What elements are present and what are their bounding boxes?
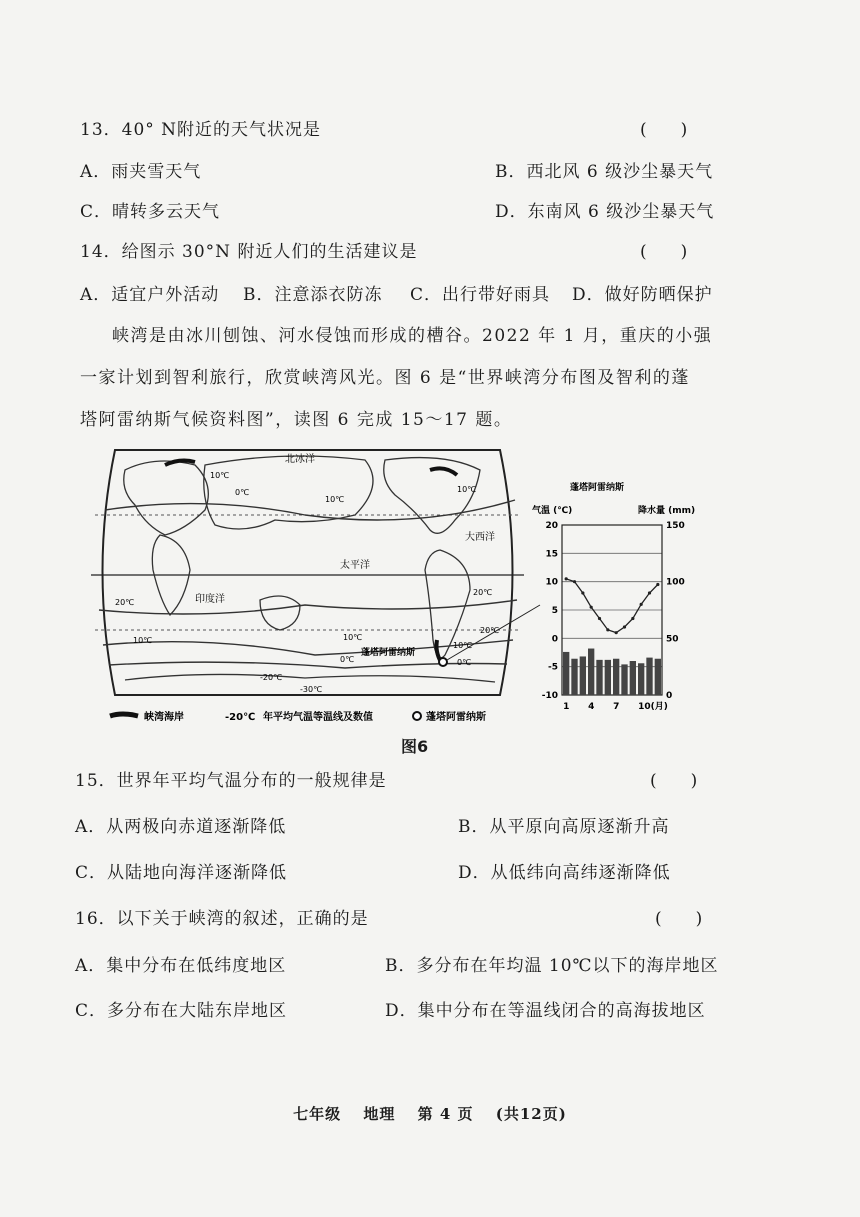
q13-option-a: A．雨夹雪天气 xyxy=(80,162,202,182)
q13-answer-bracket: ( ) xyxy=(640,120,688,140)
isotherm-label: 20℃ xyxy=(480,626,500,635)
continent-antarctica xyxy=(125,674,495,682)
q14-option-b: B．注意添衣防冻 xyxy=(243,285,383,305)
world-map xyxy=(91,450,540,695)
y-tick-label-right: 50 xyxy=(666,634,679,645)
isotherm-label: 10℃ xyxy=(457,485,477,494)
temperature-point xyxy=(606,628,609,631)
temperature-point xyxy=(615,631,618,634)
figure-legend xyxy=(110,710,486,723)
isotherm-label: 20℃ xyxy=(473,588,493,597)
precipitation-bar xyxy=(646,658,652,695)
isotherm-label: 0℃ xyxy=(235,488,250,497)
isotherm-label: 10℃ xyxy=(325,495,345,504)
q15-option-a: A．从两极向赤道逐渐降低 xyxy=(75,817,287,837)
intro-line-3: 塔阿雷纳斯气候资料图”，读图 6 完成 15～17 题。 xyxy=(80,410,513,430)
climate-plot-area xyxy=(542,521,685,712)
legend-city-label: 蓬塔阿雷纳斯 xyxy=(426,712,486,723)
precipitation-bar xyxy=(605,660,611,695)
y-tick-label-left: 15 xyxy=(545,549,558,560)
footer-grade: 七年级 xyxy=(293,1105,342,1123)
isotherm-label: 0℃ xyxy=(457,658,472,667)
isotherm-label: 0℃ xyxy=(340,655,355,664)
x-tick-label: 10(月) xyxy=(638,702,668,712)
q14-option-d: D．做好防晒保护 xyxy=(572,285,713,305)
temperature-point xyxy=(598,617,601,620)
y-tick-label-left: 5 xyxy=(551,606,558,616)
precipitation-bar xyxy=(580,656,586,695)
continent-eurasia-west xyxy=(124,461,209,535)
q16-option-c: C．多分布在大陆东岸地区 xyxy=(75,1001,288,1021)
legend-city-marker xyxy=(413,712,421,720)
isotherm-label: 10℃ xyxy=(210,471,230,480)
precipitation-bar xyxy=(630,661,636,695)
q16-option-b: B．多分布在年均温 10℃以下的海岸地区 xyxy=(385,956,719,976)
footer-total: (共12页) xyxy=(495,1105,567,1123)
continent-australia xyxy=(260,596,300,630)
punta-arenas-marker xyxy=(439,658,447,666)
intro-line-1: 峡湾是由冰川刨蚀、河水侵蚀而形成的槽谷。2022 年 1 月，重庆的小强 xyxy=(112,326,713,346)
q14-option-c: C．出行带好雨具 xyxy=(410,285,551,305)
q15-option-d: D．从低纬向高纬逐渐降低 xyxy=(458,863,671,883)
continent-asia xyxy=(204,456,373,529)
y-axis-label-right: 降水量 (mm) xyxy=(638,506,696,516)
legend-isotherm-sample: -20℃ xyxy=(225,712,256,723)
y-tick-label-right: 150 xyxy=(666,521,685,531)
precipitation-bar xyxy=(621,664,627,695)
isotherm-label: 10℃ xyxy=(133,636,153,645)
y-tick-label-right: 100 xyxy=(666,577,685,588)
isotherm-label: -20℃ xyxy=(260,673,283,682)
q16-answer-bracket: ( ) xyxy=(655,909,703,929)
precipitation-bar xyxy=(638,663,644,695)
q16-stem: 16．以下关于峡湾的叙述，正确的是 xyxy=(75,909,369,929)
intro-line-2: 一家计划到智利旅行，欣赏峡湾风光。图 6 是“世界峡湾分布图及智利的蓬 xyxy=(80,368,690,388)
climate-chart xyxy=(532,481,695,712)
q13-stem: 13．40° N附近的天气状况是 xyxy=(80,120,322,140)
temperature-point xyxy=(573,580,576,583)
q16-option-a: A．集中分布在低纬度地区 xyxy=(75,956,287,976)
label-punta-arenas-map: 蓬塔阿雷纳斯 xyxy=(361,648,416,658)
footer-page: 第 4 页 xyxy=(417,1105,474,1123)
map-frame xyxy=(103,450,513,695)
q13-option-d: D．东南风 6 级沙尘暴天气 xyxy=(495,202,715,222)
q15-option-c: C．从陆地向海洋逐渐降低 xyxy=(75,863,288,883)
q15-answer-bracket: ( ) xyxy=(650,771,698,791)
temperature-point xyxy=(640,603,643,606)
legend-fjord-label: 峡湾海岸 xyxy=(144,712,184,723)
x-tick-label: 1 xyxy=(563,702,570,712)
isotherm-label: 10℃ xyxy=(343,633,363,642)
q14-option-a: A．适宜户外活动 xyxy=(80,285,220,305)
legend-isotherm-label: 年平均气温等温线及数值 xyxy=(263,712,373,723)
temperature-point xyxy=(648,591,651,594)
y-tick-label-left: 0 xyxy=(551,634,558,645)
figure-6-svg xyxy=(85,440,725,740)
footer-subject: 地理 xyxy=(363,1105,396,1123)
precipitation-bar xyxy=(588,649,594,695)
isotherm-label: -30℃ xyxy=(300,685,323,694)
label-arctic-ocean: 北冰洋 xyxy=(285,454,315,465)
figure-caption: 图6 xyxy=(401,737,429,756)
y-tick-label-left: 20 xyxy=(545,521,558,531)
q16-option-d: D．集中分布在等温线闭合的高海拔地区 xyxy=(385,1001,706,1021)
q15-stem: 15．世界年平均气温分布的一般规律是 xyxy=(75,771,387,791)
y-tick-label-left: -5 xyxy=(548,662,558,673)
x-tick-label: 4 xyxy=(588,702,595,712)
isotherm-north xyxy=(105,500,515,520)
temperature-point xyxy=(656,583,659,586)
temperature-point xyxy=(565,577,568,580)
y-axis-label-left: 气温 (℃) xyxy=(532,506,573,516)
q14-stem: 14．给图示 30°N 附近人们的生活建议是 xyxy=(80,242,418,262)
q15-option-b: B．从平原向高原逐渐升高 xyxy=(458,817,670,837)
y-tick-label-left: -10 xyxy=(541,691,558,701)
isotherm-label: 20℃ xyxy=(115,598,135,607)
isotherm-label: 10℃ xyxy=(453,641,473,650)
precipitation-bar xyxy=(596,660,602,695)
precipitation-bar xyxy=(563,652,569,695)
y-tick-label-right: 0 xyxy=(666,691,673,701)
temperature-point xyxy=(623,625,626,628)
y-tick-label-left: 10 xyxy=(545,577,558,588)
temperature-line xyxy=(566,579,658,633)
q14-answer-bracket: ( ) xyxy=(640,242,688,262)
label-pacific-ocean: 太平洋 xyxy=(340,560,370,571)
legend-fjord-swatch xyxy=(110,714,138,716)
precipitation-bar xyxy=(613,659,619,695)
precipitation-bar xyxy=(571,659,577,695)
temperature-point xyxy=(631,617,634,620)
precipitation-bar xyxy=(655,659,661,695)
temperature-point xyxy=(590,606,593,609)
q13-option-c: C．晴转多云天气 xyxy=(80,202,221,222)
isotherm-south-20 xyxy=(99,600,517,614)
fjord-coast-alaska xyxy=(430,468,457,475)
chart-title: 蓬塔阿雷纳斯 xyxy=(570,483,625,493)
q13-option-b: B．西北风 6 级沙尘暴天气 xyxy=(495,162,714,182)
label-indian-ocean: 印度洋 xyxy=(195,594,225,605)
figure-6 xyxy=(85,440,725,760)
page-footer xyxy=(0,1103,860,1124)
label-atlantic-ocean: 大西洋 xyxy=(465,532,495,543)
x-tick-label: 7 xyxy=(613,702,620,712)
temperature-point xyxy=(581,591,584,594)
